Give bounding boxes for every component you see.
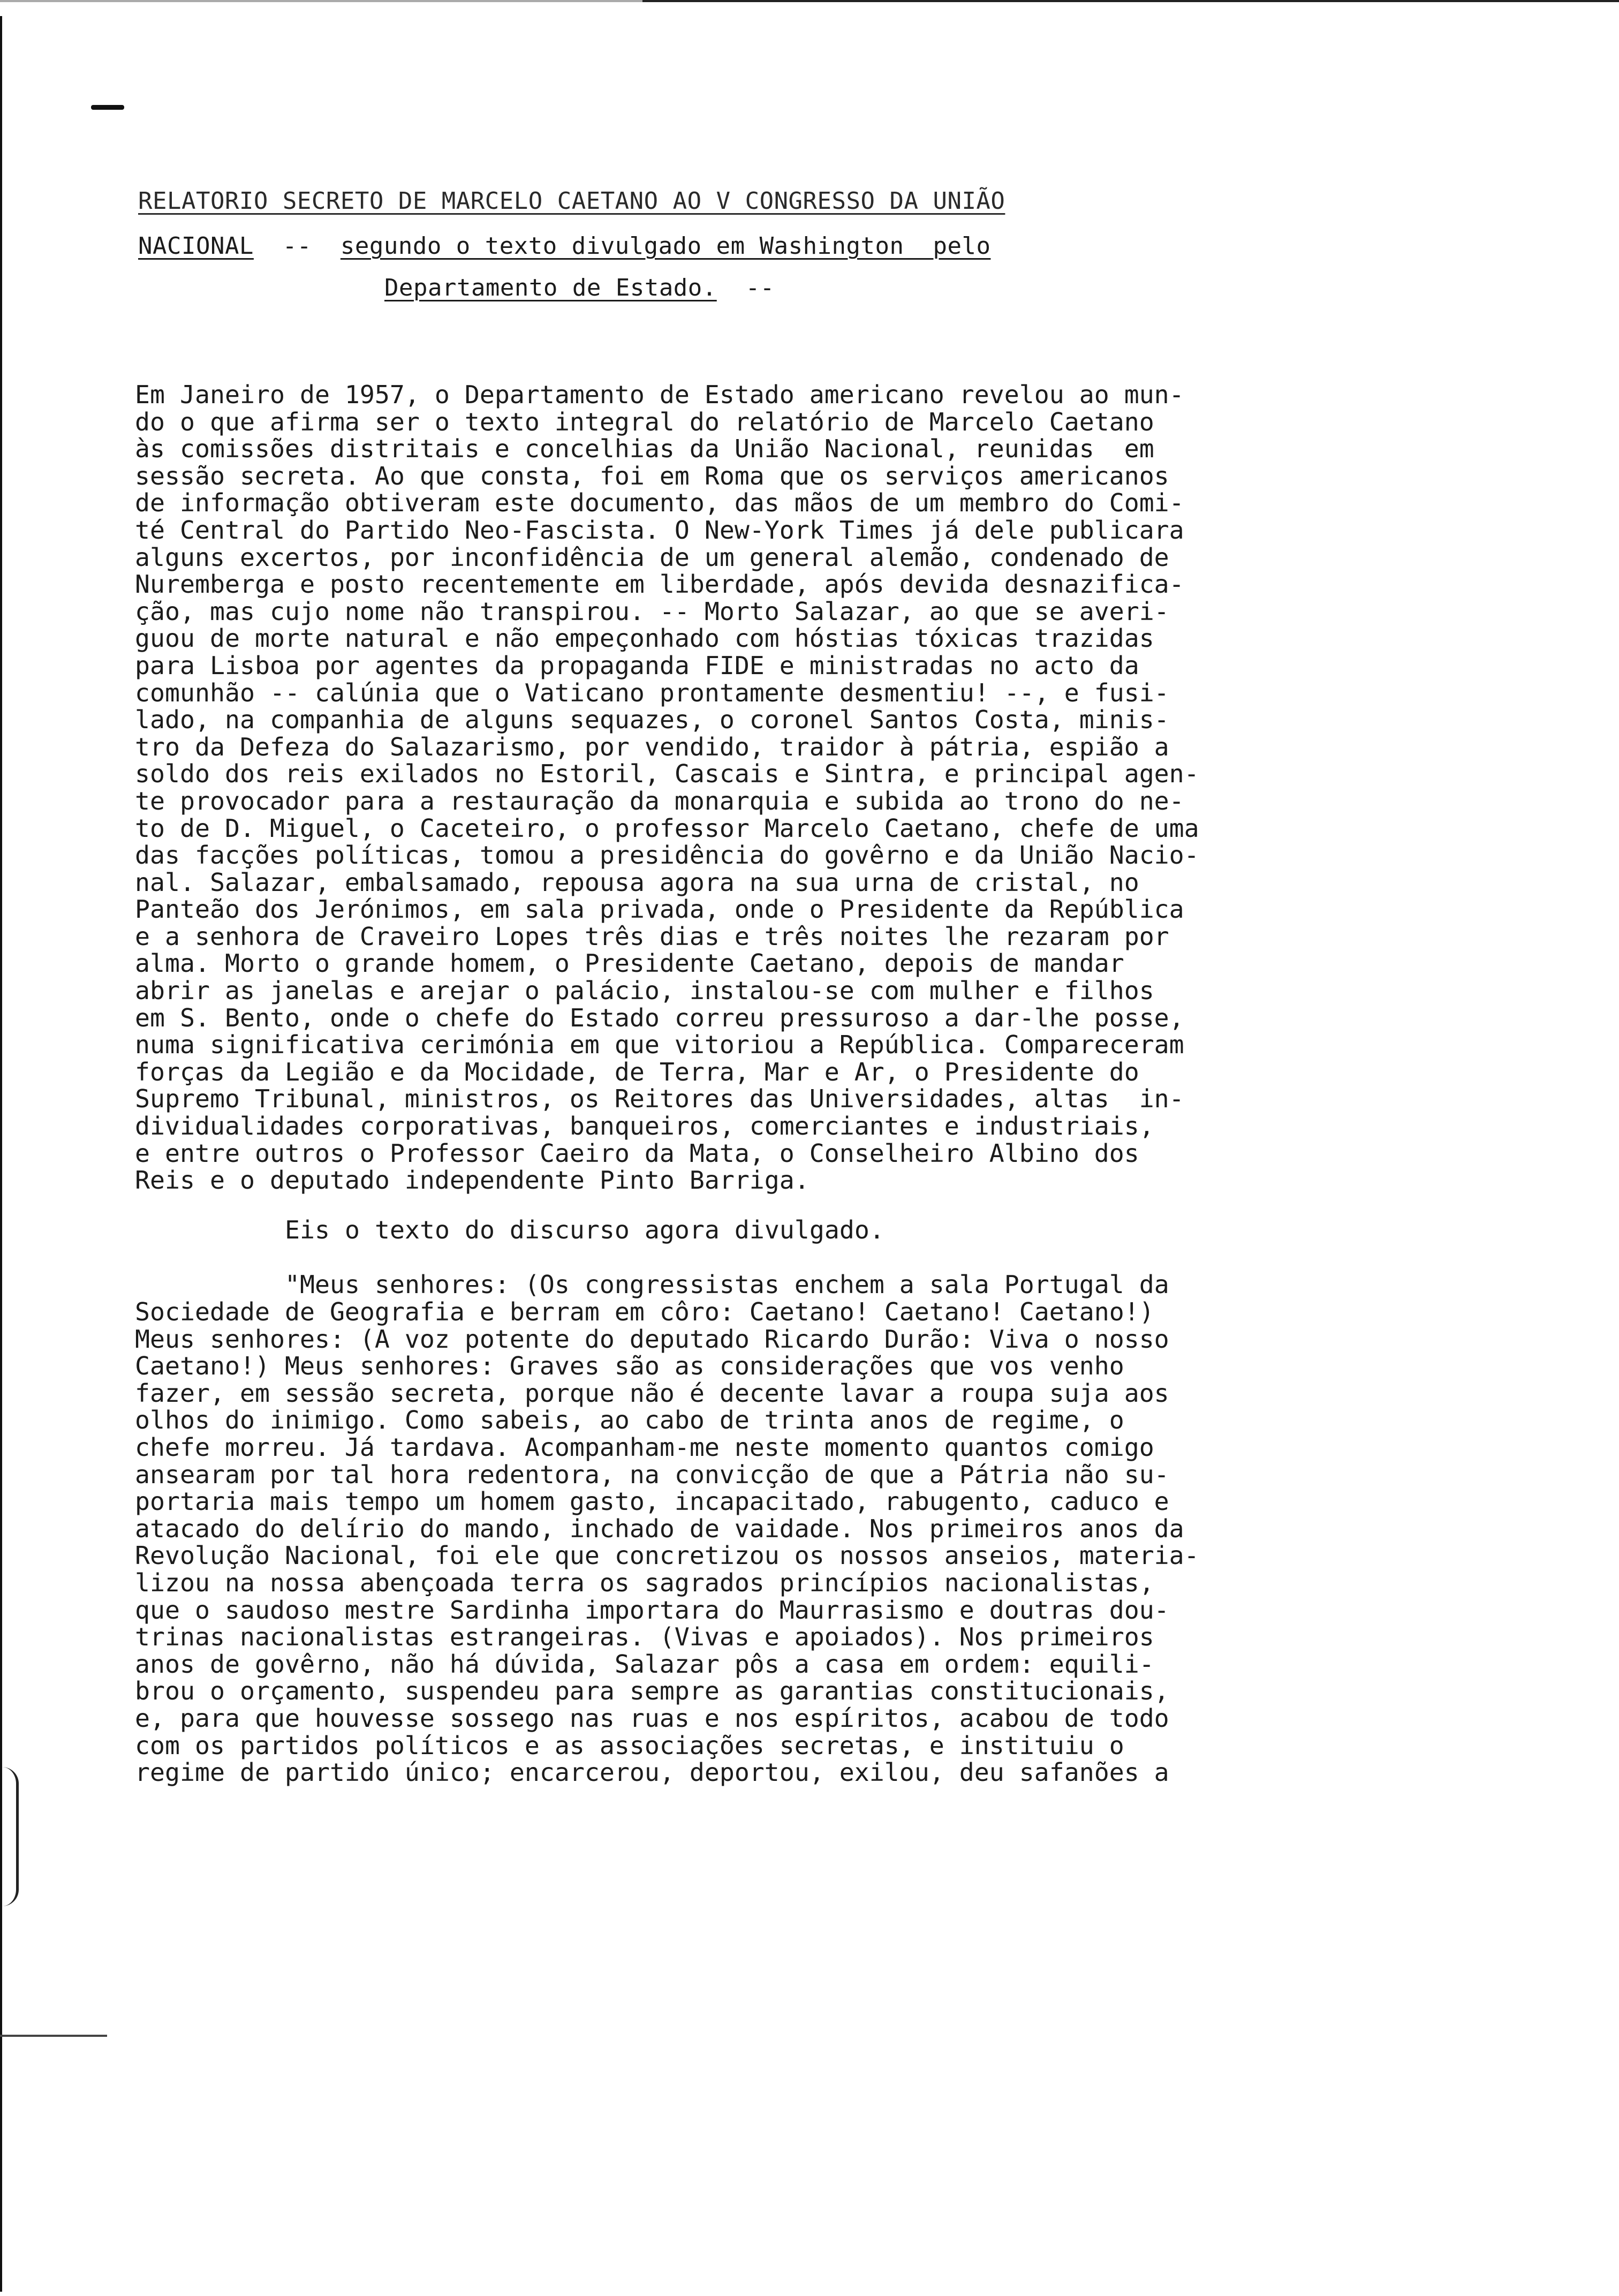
text-line: do o que afirma ser o texto integral do relatório de Marcelo Caetano xyxy=(135,407,1154,436)
text-line: Panteão dos Jerónimos, em sala privada, onde o Presidente da República xyxy=(135,895,1184,924)
punch-mark xyxy=(91,105,124,110)
text-line: trinas nacionalistas estrangeiras. (Vivas e apoiados). Nos primeiros xyxy=(135,1622,1154,1652)
text-line: e a senhora de Craveiro Lopes três dias e três noites lhe rezaram por xyxy=(135,922,1169,951)
text-line: té Central do Partido Neo-Fascista. O New-York Times já dele publicara xyxy=(135,515,1184,545)
heading-department: Departamento de Estado. xyxy=(384,274,717,301)
text-line: Supremo Tribunal, ministros, os Reitores das Universidades, altas in- xyxy=(135,1084,1184,1114)
text-line: to de D. Miguel, o Caceteiro, o professor Marcelo Caetano, chefe de uma xyxy=(135,813,1199,843)
scan-top-shade xyxy=(0,0,642,2)
text-line: olhos do inimigo. Como sabeis, ao cabo de trinta anos de regime, o xyxy=(135,1406,1124,1435)
text-line: Caetano!) Meus senhores: Graves são as considerações que vos venho xyxy=(135,1351,1124,1381)
text-line: comunhão -- calúnia que o Vaticano prontamente desmentiu! --, e fusi- xyxy=(135,678,1169,707)
text-line: ansearam por tal hora redentora, na convicção de que a Pátria não su- xyxy=(135,1460,1169,1489)
text-line: anos de govêrno, não há dúvida, Salazar pôs a casa em ordem: equili- xyxy=(135,1649,1154,1679)
text-line: alguns excertos, por inconfidência de um general alemão, condenado de xyxy=(135,542,1169,572)
paragraph-gap xyxy=(135,1243,1302,1271)
text-line: Reis e o deputado independente Pinto Barriga. xyxy=(135,1166,810,1195)
text-line: te provocador para a restauração da monarquia e subida ao trono do ne- xyxy=(135,786,1184,815)
heading-line-3 xyxy=(384,266,775,311)
text-line: lado, na companhia de alguns sequazes, o coronel Santos Costa, minis- xyxy=(135,705,1169,735)
text-line: de informação obtiveram este documento, das mãos de um membro do Comi- xyxy=(135,488,1184,518)
paragraph-transition: Eis o texto do discurso agora divulgado. xyxy=(285,1215,884,1244)
text-line: em S. Bento, onde o chefe do Estado correu pressuroso a dar-lhe posse, xyxy=(135,1003,1184,1032)
text-line: e, para que houvesse sossego nas ruas e nos espíritos, acabou de todo xyxy=(135,1703,1169,1733)
text-line: com os partidos políticos e as associações secretas, e instituiu o xyxy=(135,1731,1124,1760)
heading-line-1: RELATORIO SECRETO DE MARCELO CAETANO AO V CONGRESSO DA UNIÃO xyxy=(138,187,1005,215)
text-line: e entre outros o Professor Caeiro da Mata, o Conselheiro Albino dos xyxy=(135,1138,1139,1168)
text-line: nal. Salazar, embalsamado, repousa agora na sua urna de cristal, no xyxy=(135,867,1139,897)
text-line: Nuremberga e posto recentemente em liberdade, após devida desnazifica- xyxy=(135,570,1184,599)
text-line: fazer, em sessão secreta, porque não é decente lavar a roupa suja aos xyxy=(135,1378,1169,1408)
text-line: portaria mais tempo um homem gasto, incapacitado, rabugento, caduco e xyxy=(135,1487,1169,1516)
text-line: Revolução Nacional, foi ele que concretizou os nossos anseios, materia- xyxy=(135,1541,1199,1570)
text-line: tro da Defeza do Salazarismo, por vendido, traidor à pátria, espião a xyxy=(135,732,1169,761)
text-line: guou de morte natural e não empeçonhado com hóstias tóxicas trazidas xyxy=(135,624,1154,653)
text-line: forças da Legião e da Mocidade, de Terra, Mar e Ar, o Presidente do xyxy=(135,1057,1139,1086)
scan-left-border xyxy=(0,16,2,2292)
document-body xyxy=(135,381,1302,1786)
text-line: "Meus senhores: (Os congressistas enchem a sala Portugal da xyxy=(285,1270,1169,1300)
text-line: abrir as janelas e arejar o palácio, instalou-se com mulher e filhos xyxy=(135,976,1154,1006)
text-line: numa significativa cerimónia em que vitoriou a República. Compareceram xyxy=(135,1030,1184,1060)
text-line: atacado do delírio do mando, inchado de vaidade. Nos primeiros anos da xyxy=(135,1514,1184,1543)
paragraph-intro xyxy=(135,381,1302,1194)
text-line: Em Janeiro de 1957, o Departamento de Estado americano revelou ao mun- xyxy=(135,380,1184,409)
text-line: sessão secreta. Ao que consta, foi em Roma que os serviços americanos xyxy=(135,461,1169,490)
text-line: alma. Morto o grande homem, o Presidente Caetano, depois de mandar xyxy=(135,949,1124,978)
paragraph-gap xyxy=(135,1194,1302,1217)
text-line: Sociedade de Geografia e berram em côro: Caetano! Caetano! Caetano!) xyxy=(135,1297,1154,1326)
text-line: brou o orçamento, suspendeu para sempre as garantias constitucionais, xyxy=(135,1676,1169,1706)
text-line: das facções políticas, tomou a presidência do govêrno e da União Nacio- xyxy=(135,841,1199,870)
binding-curve xyxy=(2,1767,19,1906)
text-line: dividualidades corporativas, banqueiros, comerciantes e industriais, xyxy=(135,1112,1154,1141)
text-line: soldo dos reis exilados no Estoril, Cascais e Sintra, e principal agen- xyxy=(135,759,1199,789)
text-line: ção, mas cujo nome não transpirou. -- Morto Salazar, ao que se averi- xyxy=(135,596,1169,626)
paragraph-speech xyxy=(135,1271,1302,1786)
heading-line-2 xyxy=(138,224,990,269)
heading-dash-end: -- xyxy=(745,274,775,301)
text-line: chefe morreu. Já tardava. Acompanham-me neste momento quantos comigo xyxy=(135,1432,1154,1462)
heading-subtitle: segundo o texto divulgado em Washington pelo xyxy=(340,232,991,260)
text-line: às comissões distritais e concelhias da União Nacional, reunidas em xyxy=(135,434,1154,464)
text-line: lizou na nossa abençoada terra os sagrados princípios nacionalistas, xyxy=(135,1568,1154,1597)
text-line: Meus senhores: (A voz potente do deputado Ricardo Durão: Viva o nosso xyxy=(135,1324,1169,1354)
heading-nacional: NACIONAL xyxy=(138,232,254,260)
heading-dash: -- xyxy=(282,232,312,260)
text-line: regime de partido único; encarcerou, deportou, exilou, deu safanões a xyxy=(135,1758,1169,1787)
scan-margin-line xyxy=(0,2035,107,2037)
text-line: para Lisboa por agentes da propaganda FIDE e ministradas no acto da xyxy=(135,651,1139,680)
text-line: que o saudoso mestre Sardinha importara do Maurrasismo e doutras dou- xyxy=(135,1595,1169,1625)
